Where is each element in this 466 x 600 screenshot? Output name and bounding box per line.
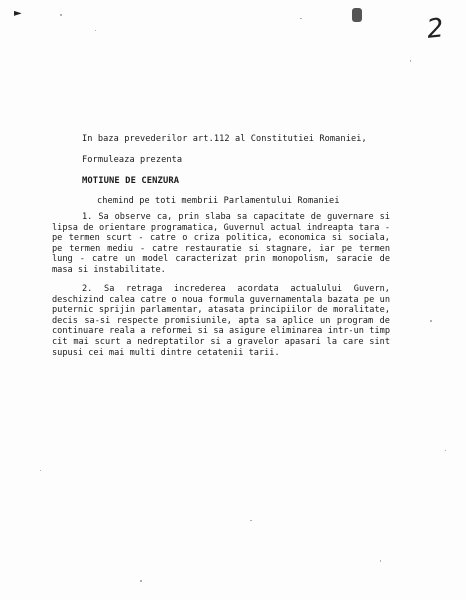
formula-line: Formuleaza prezenta <box>82 155 183 165</box>
addressee-line: chemind pe toti membrii Parlamentului Romaniei <box>97 196 340 206</box>
scan-speck <box>300 18 302 19</box>
point-2-paragraph <box>52 284 390 358</box>
motion-title: MOTIUNE DE CENZURA <box>82 176 180 186</box>
point-1-text: Sa observe ca, prin slaba sa capacitate de guvernare si lipsa de orientare programatica, Guvernul actual indreapta tara - pe termen scurt - catre o criza politica, economica si sociala, pe termen mediu - catre restauratie si stagnare, iar pe termen lung - catre un model caracterizat prin monopolism, saracie de masa si instabilitate. <box>52 212 390 275</box>
scan-speck <box>430 320 432 322</box>
scan-speck <box>60 14 62 16</box>
scan-speck <box>410 60 411 62</box>
page-number: 2 <box>425 13 446 45</box>
scan-speck <box>140 580 142 582</box>
point-2-text: Sa retraga increderea acordata actualului Guvern, deschizind calea catre o noua formula guvernamentala bazata pe un puternic sprijin parlamentar, atasata principiilor de moralitate, decis sa-si respecte promisiunile, apta sa aplice un program de continuare reala a reformei si sa asigure eliminarea intr-un timp cit mai scurt a nedreptatilor si a gravelor apasari la care sint supusi cei mai multi dintre cetatenii tarii. <box>52 284 390 358</box>
ink-blot-icon <box>352 8 362 22</box>
scan-speck <box>250 520 252 521</box>
scan-speck <box>380 560 381 562</box>
scan-speck <box>95 30 96 31</box>
scan-mark-icon: ► <box>14 8 22 19</box>
scan-speck <box>445 450 446 451</box>
point-1-paragraph <box>52 212 390 276</box>
scan-speck <box>40 470 41 471</box>
point-1-number: 1. <box>82 212 93 222</box>
point-2-number: 2. <box>82 284 93 294</box>
intro-line: In baza prevederilor art.112 al Constitutiei Romaniei, <box>82 134 367 144</box>
